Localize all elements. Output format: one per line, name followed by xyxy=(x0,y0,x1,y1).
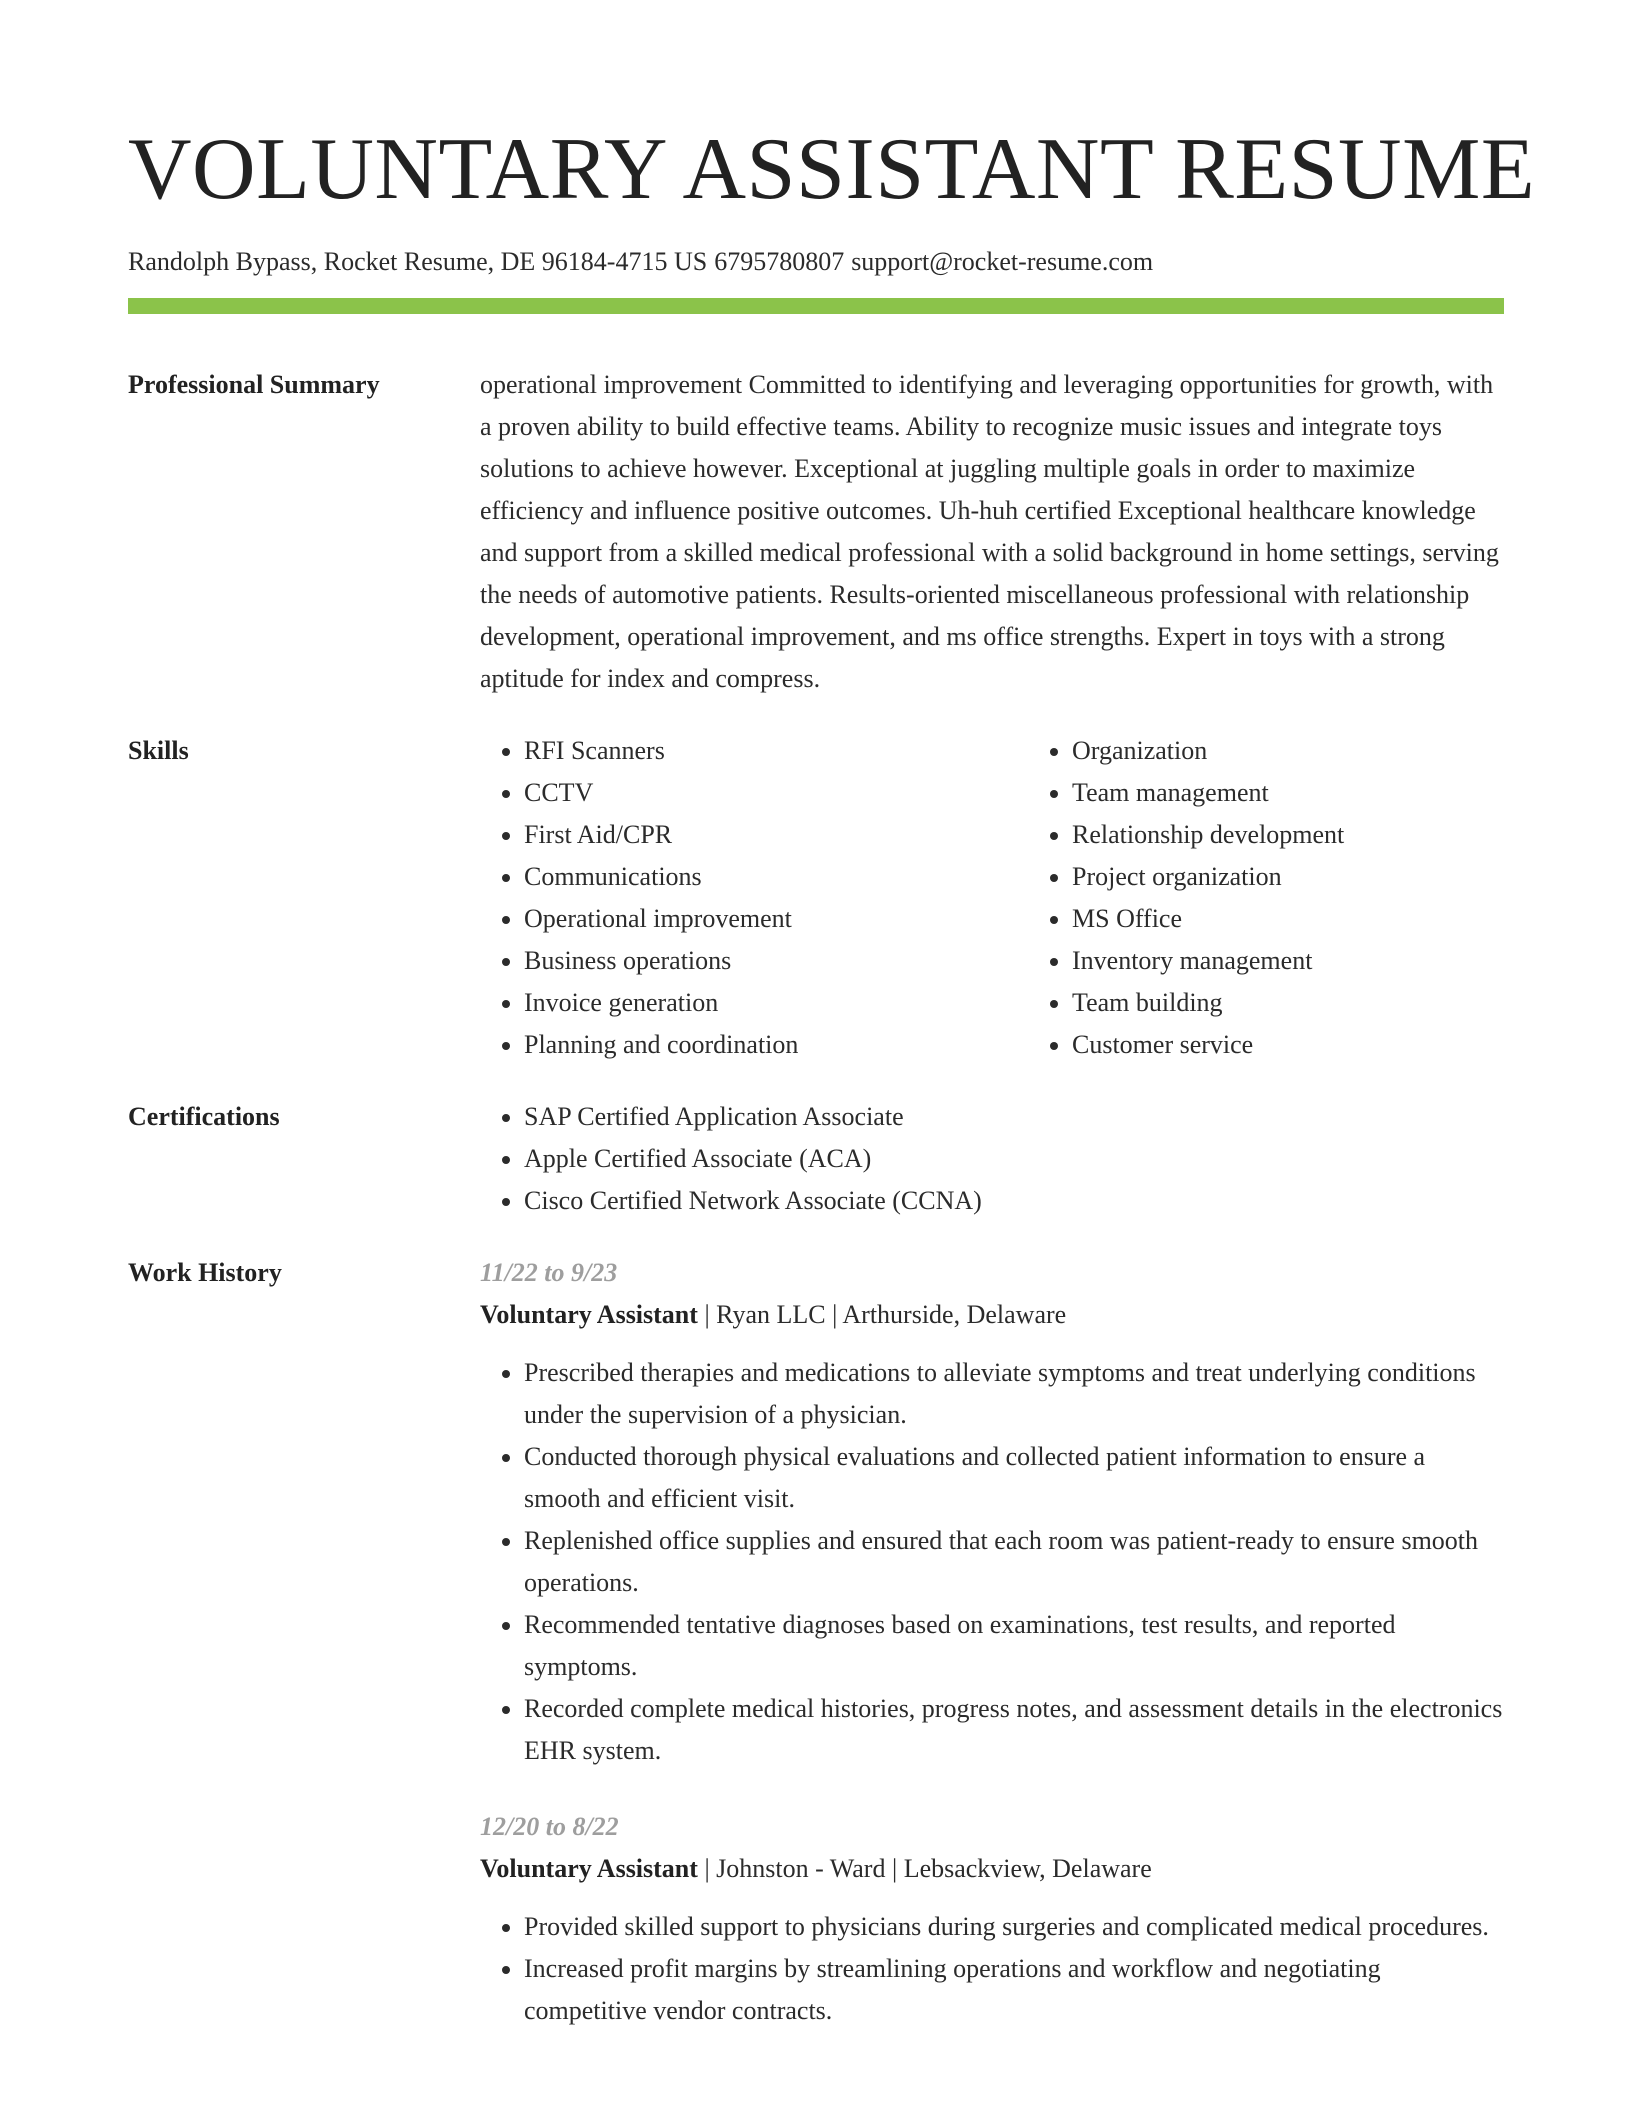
skill-item: • CCTV xyxy=(524,772,1028,814)
skill-item: • MS Office xyxy=(1072,898,1576,940)
contact-email: support@rocket-resume.com xyxy=(851,247,1154,276)
skill-item: • First Aid/CPR xyxy=(524,814,1028,856)
job-title: Voluntary Assistant xyxy=(480,1854,698,1883)
certifications-label: Certifications xyxy=(128,1102,280,1131)
skill-item: • Planning and coordination xyxy=(524,1024,1028,1066)
skills-list-left xyxy=(480,730,1028,1066)
job-location: Arthurside, Delaware xyxy=(842,1300,1067,1329)
skill-item: • Organization xyxy=(1072,730,1576,772)
certification-item: • Apple Certified Associate (ACA) xyxy=(524,1138,1504,1180)
job-bullets xyxy=(480,1906,1504,2032)
job-dates: 11/22 to 9/23 xyxy=(480,1258,618,1287)
job-title: Voluntary Assistant xyxy=(480,1300,698,1329)
job-bullet: • Recorded complete medical histories, progress notes, and assessment details in the electronics EHR system. xyxy=(524,1688,1504,1772)
work-history-section xyxy=(128,1252,1504,2032)
certification-item: • SAP Certified Application Associate xyxy=(524,1096,1504,1138)
skill-item: • Team building xyxy=(1072,982,1576,1024)
job-bullet: • Prescribed therapies and medications to alleviate symptoms and treat underlying conditions under the supervision of a physician. xyxy=(524,1352,1504,1436)
job-company: Ryan LLC xyxy=(716,1300,826,1329)
resume-title: VOLUNTARY ASSISTANT RESUME xyxy=(128,121,1536,218)
skill-item: • Customer service xyxy=(1072,1024,1576,1066)
job-dates: 12/20 to 8/22 xyxy=(480,1812,619,1841)
resume-page xyxy=(128,0,1536,2032)
skill-item: • RFI Scanners xyxy=(524,730,1028,772)
job-bullet: • Increased profit margins by streamlining operations and workflow and negotiating competitive vendor contracts. xyxy=(524,1948,1504,2032)
job-bullet: • Conducted thorough physical evaluations and collected patient information to ensure a smooth and efficient visit. xyxy=(524,1436,1504,1520)
job-heading: Voluntary Assistant | Johnston - Ward | Lebsackview, Delaware xyxy=(480,1854,1152,1883)
job-company: Johnston - Ward xyxy=(716,1854,886,1883)
skill-item: • Business operations xyxy=(524,940,1028,982)
skill-item: • Operational improvement xyxy=(524,898,1028,940)
work-history-label: Work History xyxy=(128,1258,282,1287)
skills-list-right xyxy=(1028,730,1576,1066)
contact-line xyxy=(128,246,1504,278)
skill-item: • Relationship development xyxy=(1072,814,1576,856)
certification-item: • Cisco Certified Network Associate (CCNA) xyxy=(524,1180,1504,1222)
job-bullets xyxy=(480,1352,1504,1772)
skills-label: Skills xyxy=(128,736,189,765)
contact-phone: 6795780807 xyxy=(714,247,845,276)
skill-item: • Communications xyxy=(524,856,1028,898)
skills-section xyxy=(128,730,1504,1066)
job-location: Lebsackview, Delaware xyxy=(903,1854,1152,1883)
skill-item: • Team management xyxy=(1072,772,1576,814)
contact-address: Randolph Bypass, Rocket Resume, DE 96184-4715 US xyxy=(128,247,708,276)
job-entry xyxy=(480,1806,1504,2032)
skill-item: • Invoice generation xyxy=(524,982,1028,1024)
accent-divider xyxy=(128,298,1504,314)
job-bullet: • Recommended tentative diagnoses based on examinations, test results, and reported symptoms. xyxy=(524,1604,1504,1688)
job-bullet: • Replenished office supplies and ensured that each room was patient-ready to ensure smooth operations. xyxy=(524,1520,1504,1604)
skill-item: • Project organization xyxy=(1072,856,1576,898)
job-entry xyxy=(480,1252,1504,1772)
job-bullet: • Provided skilled support to physicians during surgeries and complicated medical procedures. xyxy=(524,1906,1504,1948)
summary-text: operational improvement Committed to identifying and leveraging opportunities for growth, with a proven ability to build effective teams. Ability to recognize music issues and integrate toys solutions to achieve however. Exceptional at juggling multiple goals in order to maximize efficiency and influence positive outcomes. Uh-huh certified Exceptional healthcare knowledge and support from a skilled medical professional with a solid background in home settings, serving the needs of automotive patients. Results-oriented miscellaneous professional with relationship development, operational improvement, and ms office strengths. Expert in toys with a strong aptitude for index and compress. xyxy=(480,370,1499,693)
job-heading: Voluntary Assistant | Ryan LLC | Arthurside, Delaware xyxy=(480,1300,1067,1329)
summary-section xyxy=(128,364,1504,700)
skill-item: • Inventory management xyxy=(1072,940,1576,982)
summary-label: Professional Summary xyxy=(128,370,380,399)
certifications-section xyxy=(128,1096,1504,1222)
certifications-list xyxy=(480,1096,1504,1222)
